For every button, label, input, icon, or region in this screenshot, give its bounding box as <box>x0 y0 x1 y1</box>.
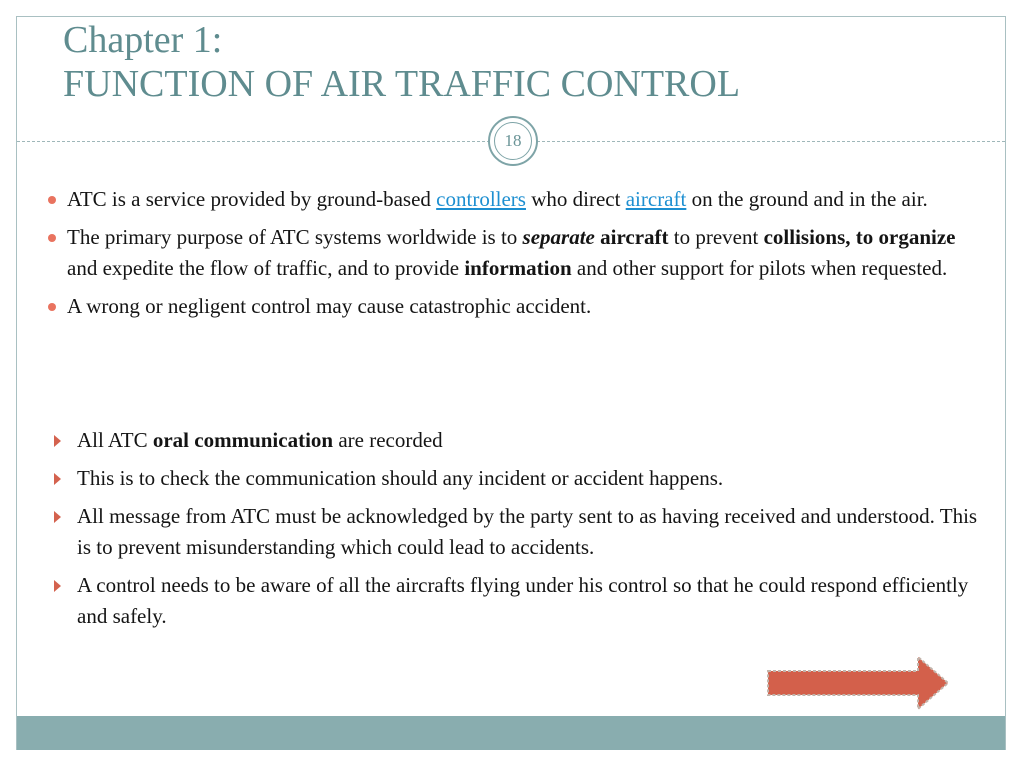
footer-bar <box>17 716 1005 750</box>
slide-title <box>63 18 740 106</box>
bullet-triangle-icon <box>54 580 61 592</box>
bullet-dot-icon <box>48 234 56 242</box>
list-item: All message from ATC must be acknowledged by the party sent to as having received and understood. This is to prevent misunderstanding which could lead to accidents. <box>77 501 989 563</box>
secondary-bullet-list <box>77 425 989 639</box>
bullet-triangle-icon <box>54 511 61 523</box>
list-item: The primary purpose of ATC systems worldwide is to separate aircraft to prevent collisions, to organize and expedite the flow of traffic, and to provide information and other support for pilots when requested. <box>67 222 977 284</box>
bullet-triangle-icon <box>54 435 61 447</box>
controllers-link[interactable]: controllers <box>436 187 526 211</box>
list-item: This is to check the communication should any incident or accident happens. <box>77 463 989 494</box>
list-item: ATC is a service provided by ground-based controllers who direct aircraft on the ground and in the air. <box>67 184 977 215</box>
slide-number: 18 <box>494 122 532 160</box>
next-slide-button[interactable] <box>766 655 950 716</box>
title-line-1: Chapter 1: <box>63 19 223 61</box>
slide-number-badge <box>488 116 538 166</box>
title-line-2: FUNCTION OF AIR TRAFFIC CONTROL <box>63 63 741 105</box>
bullet-triangle-icon <box>54 473 61 485</box>
bullet-dot-icon <box>48 303 56 311</box>
list-item: A wrong or negligent control may cause catastrophic accident. <box>67 291 977 322</box>
aircraft-link[interactable]: aircraft <box>625 187 687 211</box>
list-item: A control needs to be aware of all the aircrafts flying under his control so that he could respond efficiently and safely. <box>77 570 989 632</box>
list-item: All ATC oral communication are recorded <box>77 425 989 456</box>
right-arrow-icon <box>766 655 950 711</box>
bullet-dot-icon <box>48 196 56 204</box>
primary-bullet-list <box>67 184 977 329</box>
